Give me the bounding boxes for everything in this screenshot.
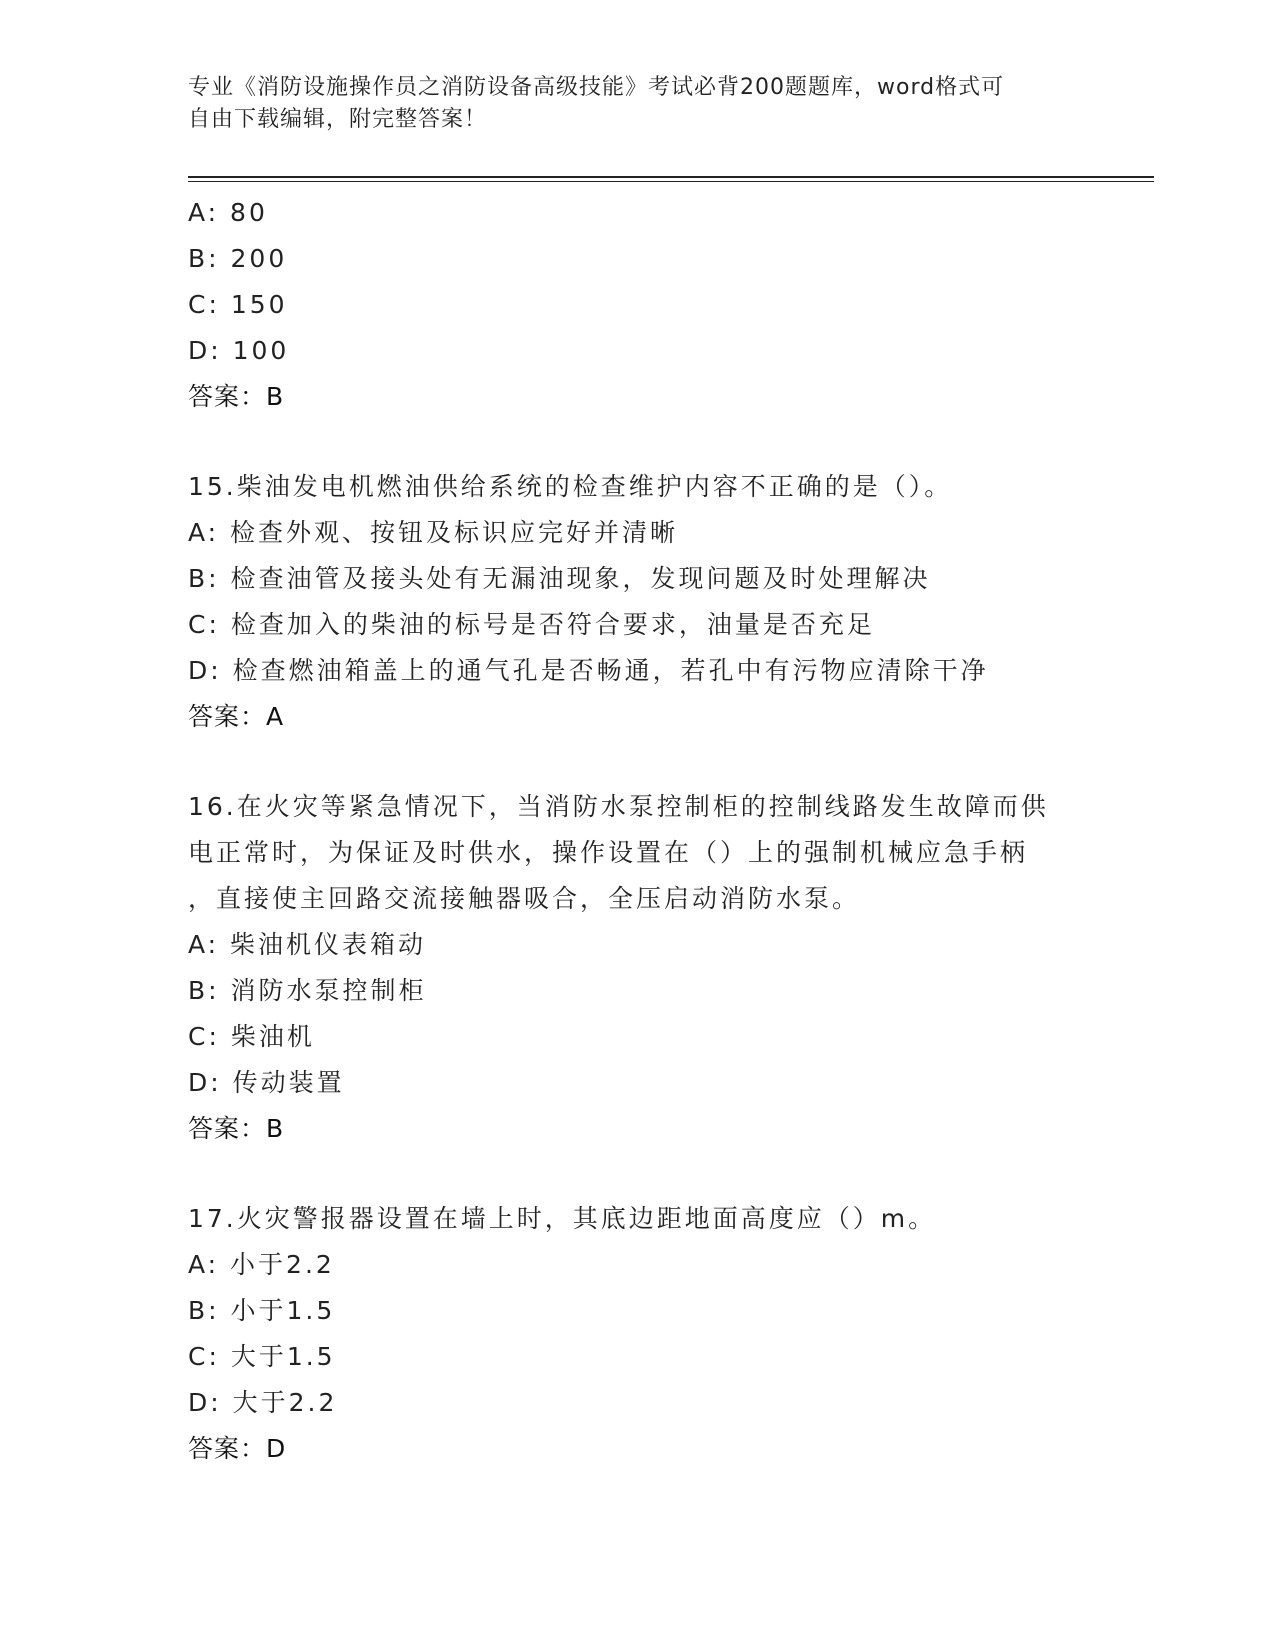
answer-line: 答案：B (188, 1114, 285, 1143)
option-c: C: 柴油机 (188, 1022, 315, 1051)
question-text: 17.火灾警报器设置在墙上时，其底边距地面高度应（）m。 (188, 1204, 937, 1233)
question-list (188, 190, 1088, 1516)
option-c: C: 大于1.5 (188, 1342, 336, 1371)
option-b: B: 小于1.5 (188, 1296, 336, 1325)
question-block-16 (188, 784, 1088, 1152)
option-d: D: 检查燃油箱盖上的通气孔是否畅通，若孔中有污物应清除干净 (188, 656, 989, 685)
question-block-17 (188, 1196, 1088, 1472)
question-text-line-3: ，直接使主回路交流接触器吸合，全压启动消防水泵。 (188, 884, 861, 913)
header-divider-thick (188, 176, 1154, 178)
option-a: A: 80 (188, 198, 268, 227)
question-text-line-1: 16.在火灾等紧急情况下，当消防水泵控制柜的控制线路发生故障而供 (188, 792, 1049, 821)
option-a: A: 小于2.2 (188, 1250, 335, 1279)
option-c: C: 检查加入的柴油的标号是否符合要求，油量是否充足 (188, 610, 875, 639)
answer-line: 答案：B (188, 382, 285, 411)
document-header (188, 72, 1088, 136)
header-line-2: 自由下载编辑，附完整答案！ (188, 107, 488, 132)
answer-line: 答案：A (188, 702, 285, 731)
question-block-14 (188, 190, 1088, 420)
option-a: A: 检查外观、按钮及标识应完好并清晰 (188, 518, 679, 547)
question-text: 15.柴油发电机燃油供给系统的检查维护内容不正确的是（）。 (188, 472, 953, 501)
header-line-1: 专业《消防设施操作员之消防设备高级技能》考试必背200题题库，word格式可 (188, 75, 1005, 100)
option-a: A: 柴油机仪表箱动 (188, 930, 427, 959)
question-block-15 (188, 464, 1088, 740)
answer-line: 答案：D (188, 1434, 287, 1463)
header-divider-thin (188, 181, 1154, 182)
option-b: B: 消防水泵控制柜 (188, 976, 427, 1005)
option-b: B: 检查油管及接头处有无漏油现象，发现问题及时处理解决 (188, 564, 931, 593)
option-b: B: 200 (188, 244, 288, 273)
option-d: D: 大于2.2 (188, 1388, 338, 1417)
option-c: C: 150 (188, 290, 288, 319)
option-d: D: 100 (188, 336, 290, 365)
question-text-line-2: 电正常时，为保证及时供水，操作设置在（）上的强制机械应急手柄 (188, 838, 1029, 867)
option-d: D: 传动装置 (188, 1068, 345, 1097)
